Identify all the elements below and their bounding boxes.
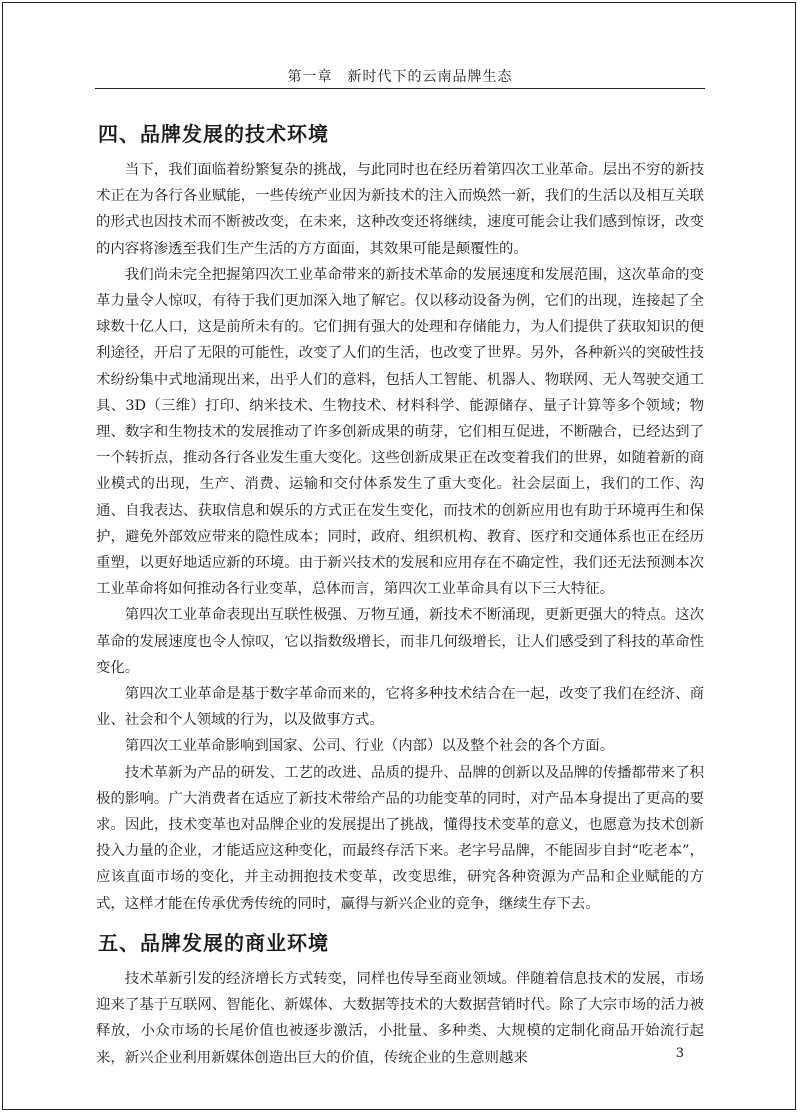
page-number: 3 [675,1046,684,1061]
paragraph: 第四次工业革命表现出互联性极强、万物互通，新技术不断涌现，更新更强大的特点。这次革命的发展速度也令人惊叹，它以指数级增长，而非几何级增长，让人们感受到了科技的革命性变化。 [96,607,704,676]
paragraph: 当下，我们面临着纷繁复杂的挑战，与此同时也在经历着第四次工业革命。层出不穷的新技术正在为各行各业赋能，一些传统产业因为新技术的注入而焕然一新，我们的生活以及相互关联的形式也因技术而不断被改变，在未来，这种改变还将继续，速度可能会让我们感到惊讶，改变的内容将渗透至我们生产生活的方方面面，其效果可能是颠覆性的。 [96,162,704,257]
paragraph: 第四次工业革命是基于数字革命而来的，它将多种技术结合在一起，改变了我们在经济、商业、社会和个人领域的行为，以及做事方式。 [96,686,704,729]
paragraph: 技术革新引发的经济增长方式转变，同样也传导至商业领域。伴随着信息技术的发展，市场迎来了基于互联网、智能化、新媒体、大数据等技术的大数据营销时代。除了大宗市场的活力被释放，小众市场的长尾价值也被逐步激活，小批量、多种类、大规模的定制化商品开始流行起来，新兴企业利用新媒体创造出巨大的价值，传统企业的生意则越来 [96,970,704,1066]
header-rule [95,88,705,89]
paragraph: 我们尚未完全把握第四次工业革命带来的新技术革命的发展速度和发展范围，这次革命的变革力量令人惊叹，有待于我们更加深入地了解它。仅以移动设备为例，它们的出现，连接起了全球数十亿人口，这是前所未有的。它们拥有强大的处理和存储能力，为人们提供了获取知识的便利途径，开启了无限的可能性，改变了人们的生活，也改变了世界。另外，各种新兴的突破性技术纷纷集中式地涌现出来，出乎人们的意料，包括人工智能、机器人、物联网、无人驾驶交通工具、3D（三维）打印、纳米技术、生物技术、材料科学、能源储存、量子计算等多个领域；物理、数字和生物技术的发展推动了许多创新成果的萌芽，它们相互促进，不断融合，已经达到了一个转折点，推动各行各业发生重大变化。这些创新成果正在改变着我们的世界，如随着新的商业模式的出现，生产、消费、运输和交付体系发生了重大变化。社会层面上，我们的工作、沟通、自我表达、获取信息和娱乐的方式正在发生变化，而技术的创新应用也有助于环境再生和保护，避免外部效应带来的隐性成本；同时，政府、组织机构、教育、医疗和交通体系也正在经历重塑，以更好地适应新的环境。由于新兴技术的发展和应用存在不确定性，我们还无法预测本次工业革命将如何推动各行业变革，总体而言，第四次工业革命具有以下三大特征。 [96,266,704,598]
section-5-heading: 五、品牌发展的商业环境 [98,930,329,955]
section-4-heading: 四、品牌发展的技术环境 [98,122,329,146]
running-header: 第一章 新时代下的云南品牌生态 [287,69,513,85]
paragraph: 技术革新为产品的研发、工艺的改进、品质的提升、品牌的创新以及品牌的传播都带来了积极的影响。广大消费者在适应了新技术带给产品的功能变革的同时，对产品本身提出了更高的要求。因此，技术变革也对品牌企业的发展提出了挑战，懂得技术变革的意义，也愿意为技术创新投入力量的企业，才能适应这种变化，而最终存活下来。老字号品牌，不能固步自封“吃老本”，应该直面市场的变化，并主动拥抱技术变革，改变思维，研究各种资源为产品和企业赋能的方式，这样才能在传承优秀传统的同时，赢得与新兴企业的竞争，继续生存下去。 [96,764,704,912]
page-body [96,110,704,1071]
paragraph: 第四次工业革命影响到国家、公司、行业（内部）以及整个社会的各个方面。 [124,738,615,755]
